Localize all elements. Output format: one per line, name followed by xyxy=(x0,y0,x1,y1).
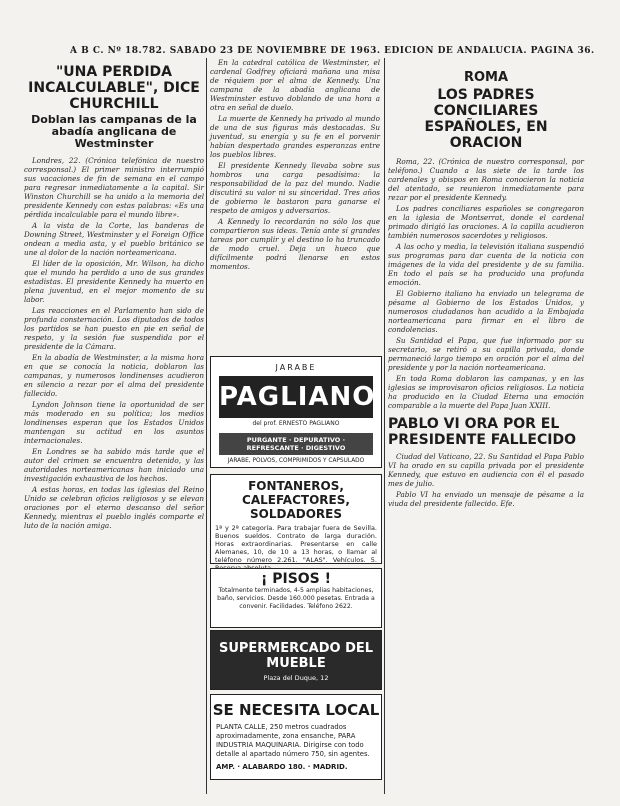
article-westminster xyxy=(210,58,380,350)
paragraph: En Londres se ha sabido más tarde que el autor del crimen se encuentra detenido, y las autoridades norteamericanas han iniciado una investigación exhaustiva de los hechos. xyxy=(24,447,204,483)
ad-brand: PAGLIANO xyxy=(219,376,373,418)
dateline-city: ROMA xyxy=(463,70,509,85)
ad-title: SUPERMERCADO DEL MUEBLE xyxy=(218,641,374,671)
column-divider-2 xyxy=(384,58,385,794)
ad-address: Plaza del Duque, 12 xyxy=(263,674,329,682)
ad-doctor: del prof. ERNESTO PAGLIANO xyxy=(252,420,340,427)
article-subhead: Doblan las campanas de la abadía anglicana de Westminster xyxy=(31,113,197,150)
ad-body: Totalmente terminados, 4-5 amplias habitaciones, baño, servicios. Desde 160.000 pesetas. Entrada a convenir. Facilidades. Teléfono 2622. xyxy=(217,587,375,610)
paragraph: En la abadía de Westminster, a la misma hora en que se conocía la noticia, doblaron las campanas, y numerosos londinenses acudieron en silencio a rezar por el alma del presidente fallecido. xyxy=(24,353,204,398)
paragraph: Lyndon Johnson tiene la oportunidad de ser más moderado en su política; los medios londinenses esperan que los Estados Unidos mantengan su actitud en los asuntos internacionales. xyxy=(24,400,204,445)
paragraph: Su Santidad el Papa, que fue informado por su secretario, se retiró a su capilla privada, donde permaneció largo tiempo en oración por el alma del presidente y por la nación norteamericana. xyxy=(388,336,584,372)
local-ad xyxy=(210,694,382,780)
paragraph: A la vista de la Corte, las banderas de Downing Street, Westminster y el Foreign Office ondean a media asta, y el pueblo británico se une al dolor de la nación norteamericana. xyxy=(24,221,204,257)
ad-label: JARABE xyxy=(275,363,317,372)
pagliano-ad xyxy=(210,356,382,468)
paragraph: Londres, 22. (Crónica telefónica de nuestro corresponsal.) El primer ministro interrumpió sus vacaciones de fin de semana en el campo para regresar inmediatamente a la capital. Sir Winston Churchill se ha unido a la memoria del presidente Kennedy con estas palabras: «Es una pérdida incalculable para el mundo libre». xyxy=(24,156,204,219)
paragraph: El Gobierno italiano ha enviado un telegrama de pésame al Gobierno de los Estados Unidos, y numerosos ciudadanos han acudido a la Embajada norteamericana para firmar en el libro de condolencias. xyxy=(388,289,584,334)
paragraph: Los padres conciliares españoles se congregaron en la iglesia de Montserrat, donde el cardenal primado dirigió las oraciones. A la capilla acudieron también numerosos sacerdotes y religiosos. xyxy=(388,204,584,240)
pisos-ad xyxy=(210,568,382,628)
paragraph: A estas horas, en todas las iglesias del Reino Unido se celebran oficios religiosos y se elevan oraciones por el eterno descanso del señor Kennedy, mientras el pueblo inglés comparte el luto de la nación amiga. xyxy=(24,485,204,530)
column-divider-1 xyxy=(206,58,207,794)
supermercado-ad xyxy=(210,630,382,690)
paragraph: Las reacciones en el Parlamento han sido de profunda consternación. Los diputados de todos los partidos se han puesto en pie en señal de respeto, y la sesión fue suspendida por el presidente de la Cámara. xyxy=(24,306,204,351)
article-churchill xyxy=(24,58,204,798)
paragraph: Ciudad del Vaticano, 22. Su Santidad el Papa Pablo VI ha orado en su capilla privada por el presidente Kennedy, que estuvo en audiencia con él el pasado mes de julio. xyxy=(388,452,584,488)
paragraph: El presidente Kennedy llevaba sobre sus hombros una carga pesadísima: la responsabilidad de la paz del mundo. Nadie discutirá su valor ni su sinceridad. Tres años de gobierno le bastaron para ganarse el respeto de amigos y adversarios. xyxy=(210,161,380,215)
article-body xyxy=(24,156,204,530)
paragraph: Roma, 22. (Crónica de nuestro corresponsal, por teléfono.) Cuando a las siete de la tarde los cardenales y obispos en Roma conocieron la noticia del atentado, se reunieron inmediatamente para rezar por el presidente Kennedy. xyxy=(388,157,584,202)
paragraph: El líder de la oposición, Mr. Wilson, ha dicho que el mundo ha perdido a uno de sus grandes estadistas. El presidente Kennedy ha muerto en plena juventud, en el mejor momento de su labor. xyxy=(24,259,204,304)
ad-title: ¡ PISOS ! xyxy=(260,571,332,587)
paragraph: La muerte de Kennedy ha privado al mundo de una de sus figuras más destacadas. Su juventud, su energía y su fe en el porvenir habían despertado grandes esperanzas entre los pueblos libres. xyxy=(210,114,380,159)
page-header: A B C. Nº 18.782. SABADO 23 DE NOVIEMBRE DE 1963. EDICION DE ANDALUCIA. PAGINA 36. xyxy=(70,46,595,56)
ad-title: FONTANEROS, CALEFACTORES, SOLDADORES xyxy=(242,479,350,521)
ad-title: SE NECESITA LOCAL xyxy=(212,701,380,719)
ad-body: 1ª y 2ª categoría. Para trabajar fuera de Sevilla. Buenos sueldos. Contrato de larga duración. Horas extraordinarias. Presentarse en calle Alemanes, 10, de 10 a 13 horas, o llamar al teléfono número 2.261. "ALAS". Vehículos. 5. xyxy=(215,524,377,564)
ad-slogan: PURGANTE · DEPURATIVO · REFRESCANTE · DIGESTIVO xyxy=(219,433,373,455)
article-headline: "UNA PERDIDA INCALCULABLE", DICE CHURCHILL xyxy=(28,64,200,112)
ad-footer: JARABE, POLVOS, COMPRIMIDOS Y CAPSULADO xyxy=(227,458,365,464)
article-body xyxy=(388,157,584,410)
article-body xyxy=(210,58,380,271)
ad-contact: AMP. · ALABARDO 180. · MADRID. xyxy=(216,763,348,771)
article-headline: LOS PADRES CONCILIARES ESPAÑOLES, EN ORACION xyxy=(424,87,548,151)
article-headline-pablo: PABLO VI ORA POR EL PRESIDENTE FALLECIDO xyxy=(388,416,576,448)
article-roma xyxy=(388,58,584,798)
paragraph: Pablo VI ha enviado un mensaje de pésame a la viuda del presidente fallecido. Efe. xyxy=(388,490,584,508)
paragraph: A Kennedy lo recordarán no sólo los que compartieron sus ideas. Tenía ante sí grandes tareas por cumplir y el destino lo ha truncado de modo cruel. Deja un hueco que difícilmente podrá llenarse en estos momentos. xyxy=(210,217,380,271)
fontaneros-ad xyxy=(210,474,382,564)
paragraph: En la catedral católica de Westminster, el cardenal Godfrey oficiará mañana una misa de réquiem por el alma de Kennedy. Una campana de la abadía anglicana de Westminster estuvo doblando de una hora a otra en señal de duelo. xyxy=(210,58,380,112)
ad-body: PLANTA CALLE, 250 metros cuadrados aproximadamente, zona ensanche, PARA INDUSTRIA MAQUINARIA. Dirigirse con todo detalle al apartado número 750, sin agentes. xyxy=(216,723,370,758)
paragraph: A las ocho y media, la televisión italiana suspendió sus programas para dar cuenta de la noticia con imágenes de la vida del presidente y de su familia. En todo el país se ha producido una profunda emoción. xyxy=(388,242,584,287)
paragraph: En toda Roma doblaron las campanas, y en las iglesias se improvisaron oficios religiosos. La noticia ha producido en la Ciudad Eterna una emoción comparable a la muerte del Papa Juan XXIII. xyxy=(388,374,584,410)
article-body-pablo xyxy=(388,452,584,508)
